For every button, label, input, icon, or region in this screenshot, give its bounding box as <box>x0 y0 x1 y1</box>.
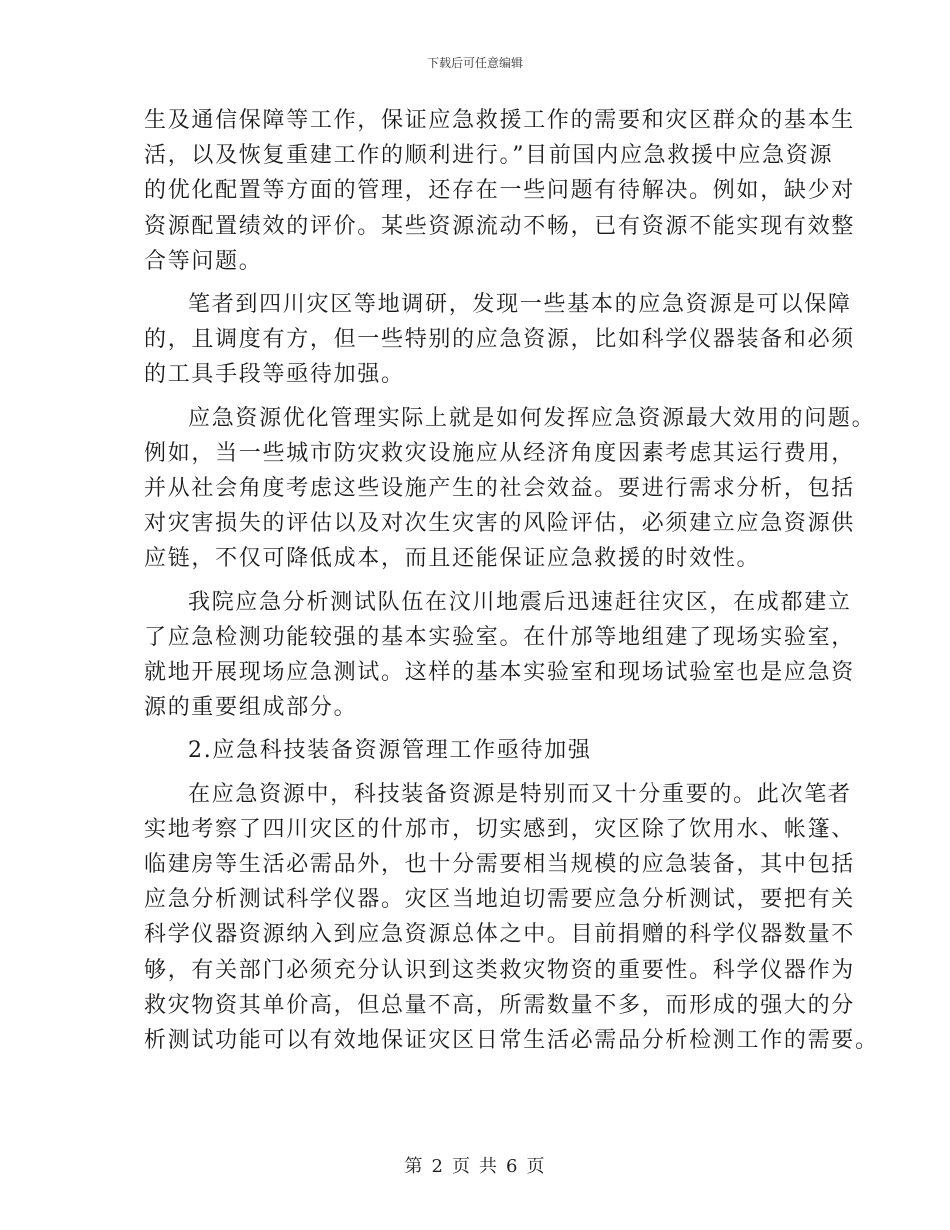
text-line: 够，有关部门必须充分认识到这类救灾物资的重要性。科学仪器作为 <box>144 957 856 983</box>
text-line: 在应急资源中，科技装备资源是特别而又十分重要的。此次笔者 <box>188 781 852 807</box>
text-line: 例如，当一些城市防灾救灾设施应从经济角度因素考虑其运行费用， <box>144 440 856 466</box>
text-line: 的，且调度有方，但一些特别的应急资源，比如科学仪器装备和必须 <box>144 327 856 353</box>
paragraph <box>144 733 814 768</box>
text-line: 源的重要组成部分。 <box>144 695 358 721</box>
text-line: 活，以及恢复重建工作的顺利进行。”目前国内应急救援中应急资源 <box>144 143 834 169</box>
paragraph <box>144 287 856 393</box>
footer-page-number: 2 <box>431 1156 444 1177</box>
text-line: 的优化配置等方面的管理，还存在一些问题有待解决。例如，缺少对 <box>144 178 856 204</box>
footer-total-word: 共 <box>479 1156 498 1177</box>
paragraph <box>144 777 879 1059</box>
text-line: 我院应急分析测试队伍在汶川地震后迅速赶往灾区，在成都建立 <box>188 589 852 615</box>
header-note: 下载后可任意编辑 <box>426 56 523 70</box>
text-line: 应急资源优化管理实际上就是如何发挥应急资源最大效用的问题。 <box>188 405 876 431</box>
text-line: 应链，不仅可降低成本，而且还能保证应急救援的时效性。 <box>144 546 761 572</box>
text-line: 应急分析测试科学仪器。灾区当地迫切需要应急分析测试，要把有关 <box>144 887 856 913</box>
text-line: 析测试功能可以有效地保证灾区日常生活必需品分析检测工作的需要。 <box>144 1028 879 1054</box>
paragraph <box>144 401 876 577</box>
text-line: 救灾物资其单价高，但总量不高，所需数量不多，而形成的强大的分 <box>144 992 856 1018</box>
paragraph <box>144 103 856 279</box>
text-line: 合等问题。 <box>144 248 263 274</box>
footer-page-prefix: 第 <box>404 1156 424 1177</box>
text-line: 并从社会角度考虑这些设施产生的社会效益。要进行需求分析，包括 <box>144 476 856 502</box>
document-body <box>144 103 879 1058</box>
text-line: 对灾害损失的评估以及对次生灾害的风险评估，必须建立应急资源供 <box>144 511 856 537</box>
footer-page-word: 页 <box>452 1156 471 1177</box>
text-line: 了应急检测功能较强的基本实验室。在什邡等地组建了现场实验室， <box>144 624 856 650</box>
text-line: 笔者到四川灾区等地调研，发现一些基本的应急资源是可以保障 <box>188 292 852 318</box>
text-line: 的工具手段等亟待加强。 <box>144 362 405 388</box>
text-line: 生及通信保障等工作，保证应急救援工作的需要和灾区群众的基本生 <box>144 108 856 133</box>
text-line: 就地开展现场应急测试。这样的基本实验室和现场试验室也是应急资 <box>144 660 856 686</box>
text-line: 科学仪器资源纳入到应急资源总体之中。目前捐赠的科学仪器数量不 <box>144 922 856 948</box>
footer-total-suffix: 页 <box>526 1156 546 1177</box>
text-line: 2.应急科技装备资源管理工作亟待加强 <box>188 738 592 764</box>
text-line: 资源配置绩效的评价。某些资源流动不畅，已有资源不能实现有效整 <box>144 213 856 239</box>
text-line: 临建房等生活必需品外，也十分需要相当规模的应急装备，其中包括 <box>144 852 856 878</box>
text-line: 实地考察了四川灾区的什邡市，切实感到，灾区除了饮用水、帐篷、 <box>144 816 856 842</box>
footer-total-pages: 6 <box>506 1156 519 1177</box>
paragraph <box>144 585 856 726</box>
page-footer <box>0 1152 950 1178</box>
